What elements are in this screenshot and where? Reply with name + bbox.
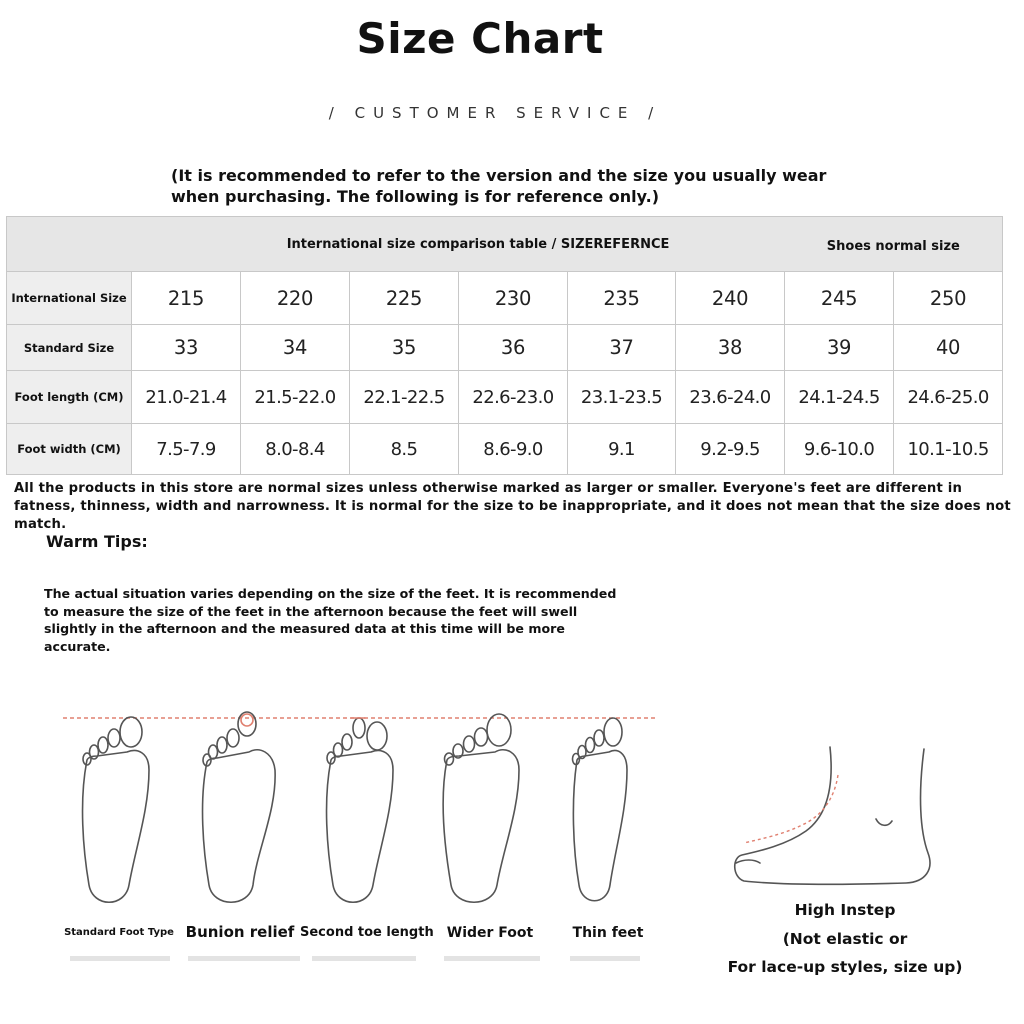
- high-instep-line2: (Not elastic or: [782, 929, 908, 948]
- warm-tips-text: The actual situation varies depending on the size of the feet. It is recommended to measure the size of the feet in the afternoon because the feet will swell slightly in the afternoon and the measured data at this time will be more accurate.: [44, 586, 617, 654]
- second-toe-foot-icon: [327, 718, 393, 902]
- table-cell: 225: [350, 272, 459, 325]
- size-note: All the products in this store are normal sizes unless otherwise marked as larger or smaller. Everyone's feet are different in fatness, thinness, width and narrowness. It is normal for the size to be inappropriate, and it does not mean that the size does not match.: [14, 481, 1011, 532]
- table-cell: 250: [894, 272, 1003, 325]
- table-cell: 245: [785, 272, 894, 325]
- wider-foot-icon: [443, 714, 519, 902]
- table-cell: 22.6-23.0: [459, 371, 568, 424]
- table-cell: 23.1-23.5: [568, 371, 676, 424]
- table-cell: 33: [132, 325, 241, 371]
- foot-types-illustration: [55, 700, 665, 920]
- row-label: Foot length (CM): [7, 371, 132, 424]
- table-header-main: International size comparison table / SIZEREFERNCE: [132, 217, 785, 272]
- table-cell: 9.1: [568, 424, 676, 475]
- high-instep-line3: For lace-up styles, size up): [727, 958, 963, 976]
- table-row: [7, 424, 1003, 475]
- table-header-row: [7, 217, 1003, 272]
- label-bunion-relief: Bunion relief: [185, 923, 295, 941]
- faint-text-strip: [312, 956, 416, 961]
- table-cell: 7.5-7.9: [132, 424, 241, 475]
- table-cell: 9.2-9.5: [676, 424, 785, 475]
- table-cell: 235: [568, 272, 676, 325]
- table-cell: 24.1-24.5: [785, 371, 894, 424]
- table-cell: 36: [459, 325, 568, 371]
- table-header-blank: [7, 217, 132, 272]
- table-cell: 21.5-22.0: [241, 371, 350, 424]
- table-cell: 22.1-22.5: [350, 371, 459, 424]
- table-row: [7, 272, 1003, 325]
- table-row: [7, 325, 1003, 371]
- faint-text-strip: [188, 956, 300, 961]
- high-instep-foot-icon: [720, 735, 950, 895]
- table-cell: 230: [459, 272, 568, 325]
- bunion-foot-icon: [203, 712, 276, 902]
- table-cell: 8.0-8.4: [241, 424, 350, 475]
- high-instep-line1: High Instep: [794, 901, 896, 919]
- row-label: International Size: [7, 272, 132, 325]
- faint-text-strip: [444, 956, 540, 961]
- row-label: Standard Size: [7, 325, 132, 371]
- high-instep-label: [722, 896, 968, 982]
- table-cell: 39: [785, 325, 894, 371]
- standard-foot-icon: [83, 717, 149, 902]
- page-subtitle: / CUSTOMER SERVICE /: [328, 104, 662, 122]
- intro-text: (It is recommended to refer to the version and the size you usually wear when purchasing. The following is for reference only.): [171, 166, 827, 206]
- size-comparison-table: [6, 216, 1003, 475]
- table-cell: 8.6-9.0: [459, 424, 568, 475]
- label-standard-foot: Standard Foot Type: [64, 927, 174, 938]
- label-second-toe: Second toe length: [300, 925, 434, 940]
- row-label: Foot width (CM): [7, 424, 132, 475]
- table-cell: 24.6-25.0: [894, 371, 1003, 424]
- table-cell: 23.6-24.0: [676, 371, 785, 424]
- table-cell: 35: [350, 325, 459, 371]
- warm-tips-title: Warm Tips:: [46, 532, 148, 551]
- table-cell: 40: [894, 325, 1003, 371]
- label-wider-foot: Wider Foot: [446, 925, 534, 941]
- table-cell: 34: [241, 325, 350, 371]
- table-cell: 38: [676, 325, 785, 371]
- table-cell: 10.1-10.5: [894, 424, 1003, 475]
- table-cell: 37: [568, 325, 676, 371]
- table-cell: 220: [241, 272, 350, 325]
- thin-foot-icon: [573, 718, 628, 901]
- table-cell: 240: [676, 272, 785, 325]
- table-cell: 215: [132, 272, 241, 325]
- table-cell: 21.0-21.4: [132, 371, 241, 424]
- table-cell: 8.5: [350, 424, 459, 475]
- table-cell: 9.6-10.0: [785, 424, 894, 475]
- faint-text-strip: [570, 956, 640, 961]
- label-thin-feet: Thin feet: [572, 925, 644, 941]
- faint-text-strip: [70, 956, 170, 961]
- page-title: Size Chart: [356, 14, 604, 63]
- table-header-right: Shoes normal size: [785, 217, 1003, 272]
- table-row: [7, 371, 1003, 424]
